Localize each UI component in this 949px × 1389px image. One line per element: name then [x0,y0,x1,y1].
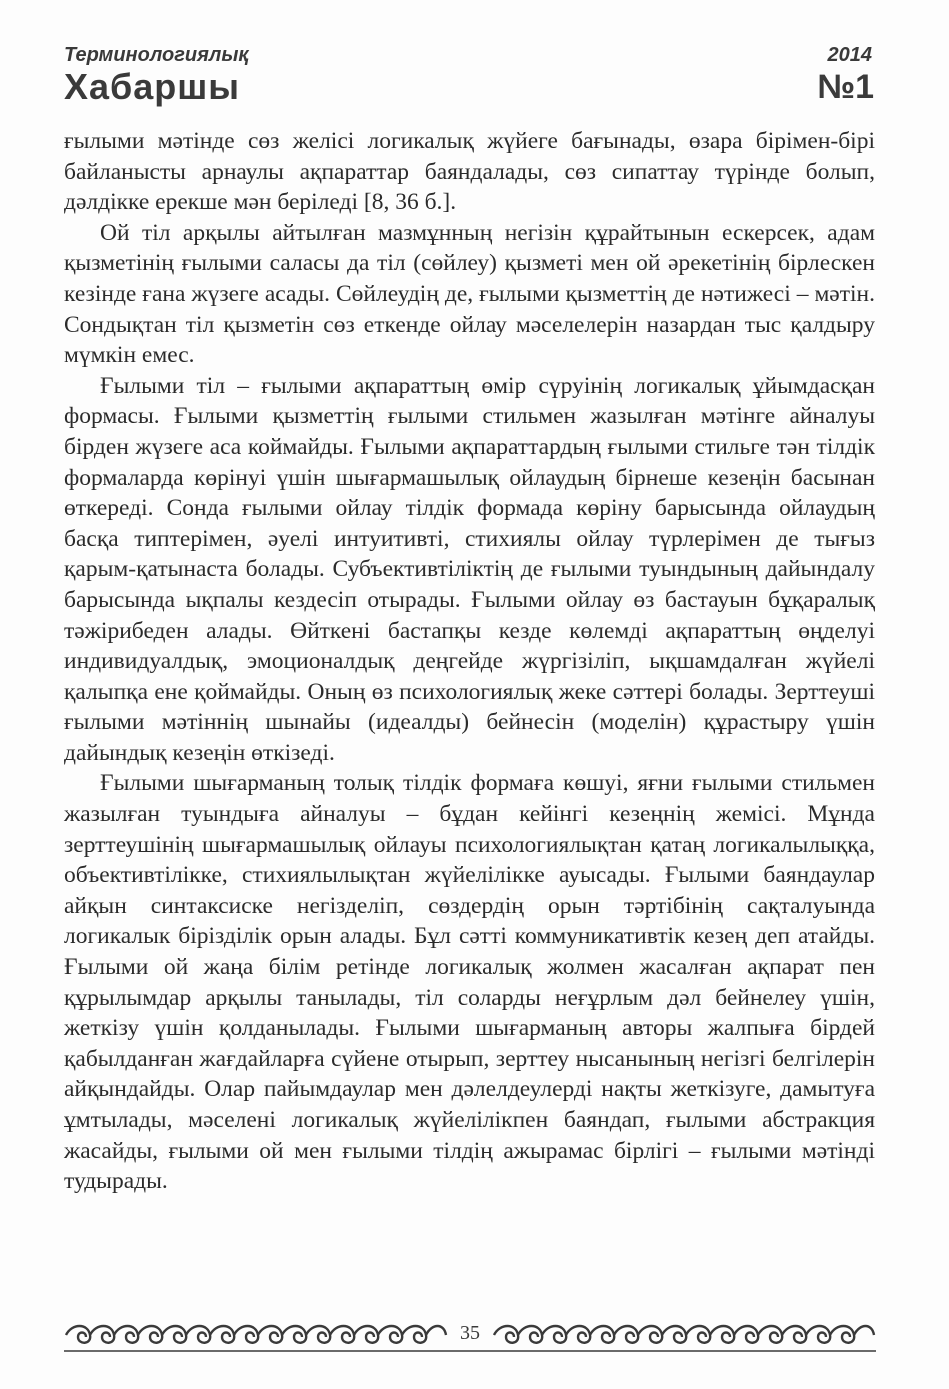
footer-rule [64,1350,876,1352]
article-body [64,126,875,1197]
page-number: 35 [460,1322,480,1344]
paragraph: Ғылыми тіл – ғылыми ақпараттың өмір сүруінің логикалық ұйымдасқан формасы. Ғылыми қызметтің ғылыми стильмен жазылған мәтінге айналуы бірден жүзеге аса коймайды. Ғылыми ақпараттардың ғылыми стильге тән тілдік формаларда көрінуі үшін шығармашылық ойлаудың бірнеше кезеңін басынан өткереді. Сонда ғылыми ойлау тілдік формада көріну барысында ойлаудың басқа типтерімен, әуелі интуитивті, стихиялы ойлау түрлерімен де тығыз қарым-қатынаста болады. Субъективтіліктің де ғылыми туындының дайындалу барысында ықпалы кездесіп отырады. Ғылыми ойлау өз бастауын бұқаралық тәжірибеден алады. Өйткені бастапқы кезде көлемді ақпараттың өңделуі индивидуалдық, эмоционалдық деңгейде жүргізіліп, ықшамдалған жүйелі қалыпқа ене қоймайды. Оның өз психологиялық жеке сәттері болады. Зерттеуші ғылыми мәтіннің шынайы (идеалды) бейнесін (моделін) құрастыру үшін дайындық кезеңін өткізеді. [64,372,875,766]
ornament-border-left [64,1322,448,1348]
paragraph: ғылыми мәтінде сөз желісі логикалық жүйеге бағынады, өзара бірімен-бірі байланысты арнаулы ақпараттар баяндалады, сөз сипаттау түрінде болып, дәлдікке ерекше мән беріледі [8, 36 б.]. [64,128,875,216]
paragraph: Ой тіл арқылы айтылған мазмұнның негізін құрайтынын ескерсек, адам қызметінің ғылыми саласы да тіл (сөйлеу) қызметі мен ой әрекетінің бірлескен кезінде ғана жүзеге асады. Сөйлеудің де, ғылыми қызметтің де нәтижесі – мәтін. Сондықтан тіл қызметін сөз еткенде ойлау мәселелерін назардан тыс қалдыру мүмкін емес. [64,219,875,369]
page-header [64,40,874,110]
paragraph: Ғылыми шығарманың толық тілдік формаға көшуі, яғни ғылыми стильмен жазылған туындыға айналуы – бұдан кейінгі кезеңнің жемісі. Мұнда зерттеушінің шығармашылық ойлауы психологиялықтан қатаң логикалылыққа, объективтілікке, стихиялылықтан жүйелілікке ауысады. Ғылыми баяндаулар айқын синтаксиске негізделіп, сөздердің орын тәртібінің сақталуында логикалык біріздiлік орын алады. Бұл сәтті коммуникативтік кезең деп атайды. Ғылыми ой жаңа білім ретінде логикалық жолмен жасалған ақпарат пен құрылымдар арқылы танылады, тіл соларды неғұрлым дәл бейнелеу үшін, жеткізу үшін қолданылады. Ғылыми шығарманың авторы жалпыға бірдей қабылданған жағдайларға сүйене отырып, зерттеу нысанының негізгі белгілерін айқындайды. Олар пайымдаулар мен дәлелдеулерді нақты жеткізуге, дамытуға ұмтылады, мәселені логикалық жүйелілікпен баяндап, ғылыми абстракция жасайды, ғылыми ой мен ғылыми тілдің ажырамас бірлігі – ғылыми мәтінді тудырады. [64,770,875,1195]
issue-year: 2014 [827,44,872,66]
page-footer [64,1318,876,1352]
issue-number: №1 [817,68,874,106]
journal-title-line1: Терминологиялық [64,44,249,66]
journal-title-line2: Хабаршы [64,66,241,107]
ornament-border-right [492,1322,876,1348]
